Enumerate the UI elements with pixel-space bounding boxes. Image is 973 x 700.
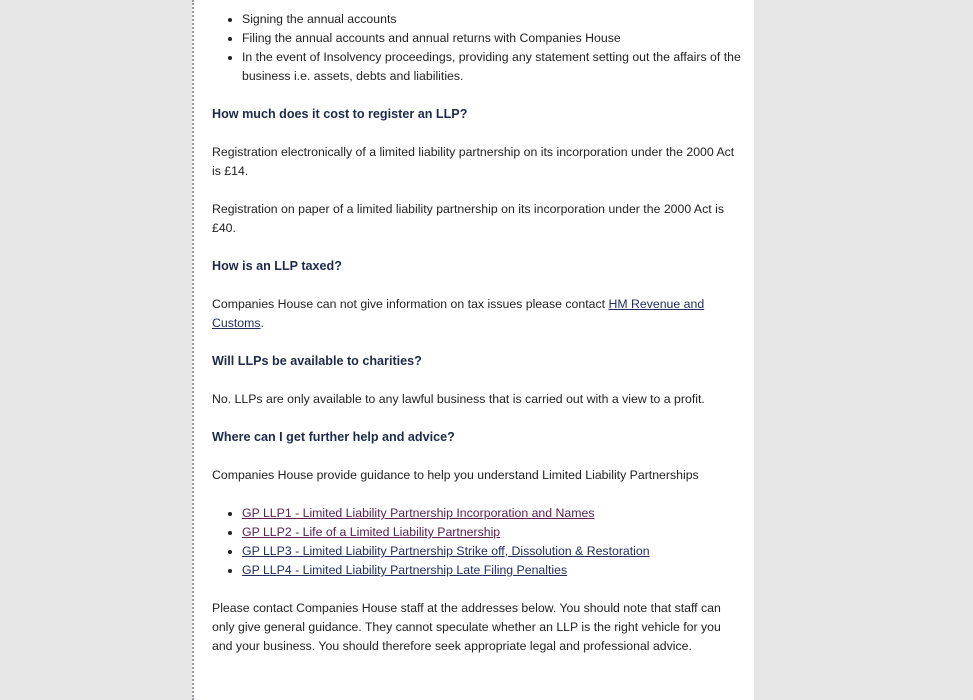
responsibilities-list	[212, 10, 742, 86]
charities-paragraph: No. LLPs are only available to any lawful business that is carried out with a view to a profit.	[212, 392, 705, 406]
list-item	[242, 561, 742, 580]
list-item	[242, 504, 742, 523]
help-intro: Companies House provide guidance to help you understand Limited Liability Partnerships	[212, 468, 699, 482]
guidance-link-llp3[interactable]: GP LLP3 - Limited Liability Partnership Strike off, Dissolution & Restoration	[242, 544, 650, 558]
hmrc-link[interactable]: HM Revenue and Customs	[212, 297, 705, 330]
tax-paragraph	[212, 295, 742, 333]
cost-paper-paragraph: Registration on paper of a limited liability partnership on its incorporation under the 2000 Act is £40.	[212, 202, 724, 235]
contact-paragraph: Please contact Companies House staff at the addresses below. You should note that staff can only give general guidance. They cannot speculate whether an LLP is the right vehicle for you and your business. You should therefore seek appropriate legal and professional advice.	[212, 601, 721, 653]
help-heading: Where can I get further help and advice?	[212, 430, 455, 444]
list-item: • Signing the annual accounts	[242, 10, 742, 29]
charities-heading: Will LLPs be available to charities?	[212, 354, 422, 368]
list-item: • In the event of Insolvency proceedings, providing any statement setting out the affairs of the business i.e. assets, debts and liabilities.	[242, 48, 742, 86]
guidance-link-llp1[interactable]: GP LLP1 - Limited Liability Partnership Incorporation and Names	[242, 506, 595, 520]
main-content	[212, 0, 742, 656]
tax-heading: How is an LLP taxed?	[212, 259, 342, 273]
guidance-links-list	[212, 504, 742, 580]
guidance-link-llp2[interactable]: GP LLP2 - Life of a Limited Liability Partnership	[242, 525, 501, 539]
list-item: • Filing the annual accounts and annual returns with Companies House	[242, 29, 742, 48]
guidance-link-llp4[interactable]: GP LLP4 - Limited Liability Partnership Late Filing Penalties	[242, 563, 568, 577]
tax-text-end: .	[260, 316, 264, 330]
cost-electronic-paragraph: Registration electronically of a limited liability partnership on its incorporation under the 2000 Act is £14.	[212, 145, 735, 178]
tax-text: Companies House can not give information on tax issues please contact	[212, 297, 609, 311]
list-item	[242, 542, 742, 561]
list-item	[242, 523, 742, 542]
cost-heading: How much does it cost to register an LLP?	[212, 107, 468, 121]
